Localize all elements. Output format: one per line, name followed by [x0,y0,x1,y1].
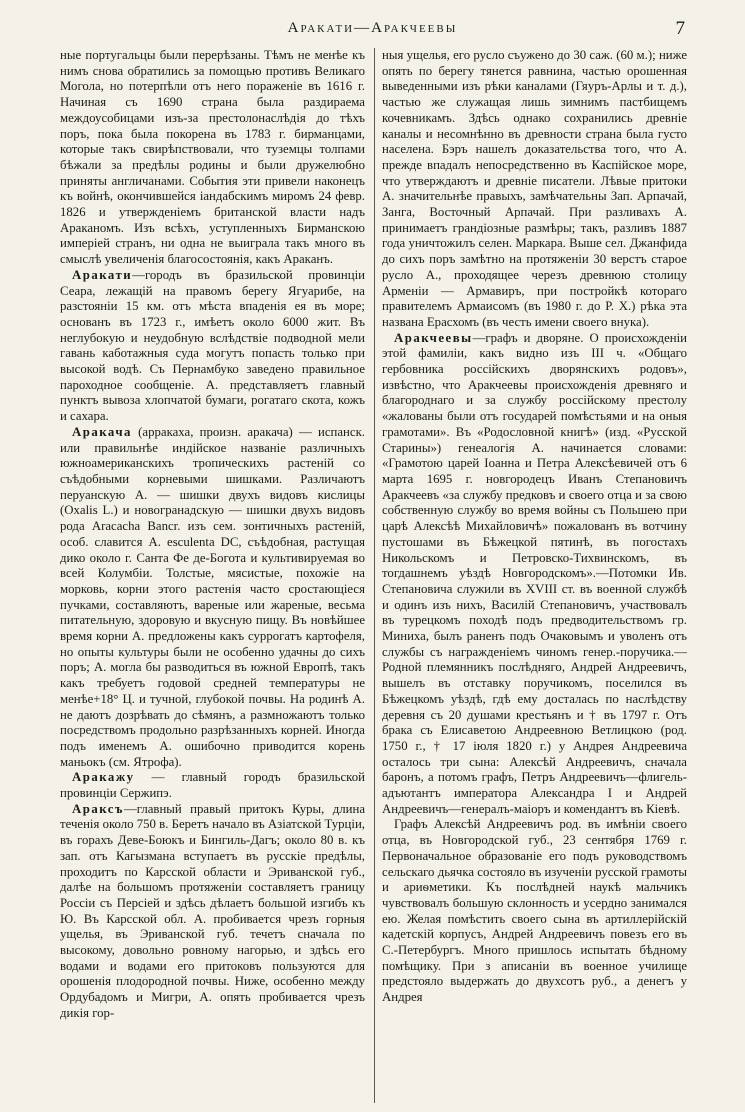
entry-arakazhu [60,770,365,801]
entry-text: —графъ и дворяне. О происхожденіи этой фамиліи, какъ видно изъ III ч. «Общаго гербовника россійскихъ дворянскихъ родовъ», извѣстно, что Аракчеевы происхожденія древняго и благороднаго и за службу россійскому престолу «жалованы были отъ государей помѣстьями и на оныя грамотами». Въ «Родословной книгѣ» (изд. «Русской Старины») генеалогія А. начинается словами: «Грамотою царей Іоанна и Петра Алексѣевичей отъ 6 марта 1695 г. новгородецъ Иванъ Степановичъ Аракчеевъ «за службу предковъ и своего отца и за свою собственную службу во время войны съ Польшею при царѣ Алексѣѣ Михайловичѣ» пожалованъ въ вотчину пустошами въ Бѣжецкой пятинѣ, въ погостахъ Никольскомъ и Петровско-Тихвинскомъ, въ тогдашнемъ уѣздѣ Новгородскомъ».—Потомки Ив. Степановича служили въ XVIII ст. въ военной службѣ и одинъ изъ нихъ, Василій Степановичъ, участвовалъ въ турецкомъ походѣ подъ предводительствомъ гр. Миниха, былъ раненъ подъ Очаковымъ и уволенъ отъ службы съ награжденіемъ чиномъ генер.-поручика.—Родной племянникъ послѣдняго, Андрей Андреевичъ, вышелъ въ отставку поручикомъ, поселился въ Бѣжецкомъ уѣздѣ, гдѣ ему досталась по наслѣдству деревня съ 20 душами крестьянъ и † въ 1797 г. Отъ брака съ Елисаветою Андреевною Ветлицкою (род. 1750 г., † 17 іюля 1820 г.) у Андрея Андреевича осталось три сына: Алексѣй Андреевичъ, сначала баронъ, а потомъ графъ, Петръ Андреевичъ—флигель-адъютантъ императора Александра I и Андрей Андреевичъ—генералъ-маіоръ и комендантъ въ Кіевѣ. [382,330,687,816]
entry-text: — главный городъ бразильской провинціи Сержипэ. [60,770,365,801]
entry-text: —главный правый притокъ Куры, длина теченія около 750 в. Беретъ начало въ Азіатской Турціи, въ горахъ Деве-Боюкъ и Бингиль-Дагъ; около 80 в. къ зап. отъ Кагызмана вступаетъ въ русскіе предѣлы, проходитъ по Карсской области и Эриванской губ., далѣе на большомъ протяженіи составляетъ границу Россіи съ Персіей и здѣсь дѣлаетъ большой изгибъ къ Ю. Въ Карсской обл. А. пробивается чрезъ горныя ущелья, въ Эриванской губ. течетъ сначала по высокому, довольно ровному нагорью, и здѣсь его водами и водами его притоковъ пользуются для орошенія плодородной почвы. Ниже, особенно между Ордубадомъ и Мигри, А. опять пробивается чрезъ дикія гор- [60,801,365,1020]
text-columns [60,48,687,1103]
entry-term: Араксъ [72,801,124,816]
running-head: Аракати—Аракчеевы [287,20,458,36]
entry-term: Аракача [72,424,132,439]
right-column [382,48,687,1103]
entry-arakcheevy [382,331,687,818]
left-column [60,48,365,1103]
entry-arakati [60,268,365,425]
entry-arakacha [60,425,365,770]
page-number: 7 [675,18,685,39]
count-arakcheev-paragraph: Графъ Алексѣй Андреевичъ род. въ имѣніи своего отца, въ Новгородской губ., 23 сентября 1769 г. Первоначальное образованіе его подъ руководствомъ сельскаго дьячка состояло въ изученіи русской грамоты и ариѳметики. Къ послѣдней наукѣ мальчикъ чувствовалъ большую склонность и усердно занимался ею. Желая помѣстить своего сына въ артиллерійскій кадетскій корпусъ, Андрей Андреевичъ повезъ его въ С.-Петербургъ. Много пришлось испытать бѣдному помѣщику. При з аписаніи въ военное училище предстояло выдержать до двухсотъ руб., а денегъ у Андрея [382,817,687,1005]
entry-term: Аракати [72,267,133,282]
column-divider [374,48,375,1103]
entry-term: Аракажу [72,770,135,785]
page-header [60,20,685,44]
entry-term: Аракчеевы [394,330,473,345]
entry-text: (арракаха, произн. аракача) — испанск. или правильнѣе индійское названіе различныхъ южноамериканскихъ тропическихъ растеній со съѣдобными корневыми шишками. Различаютъ перуанскую А. — шишки двухъ видовъ кислицы (Oxalis L.) и новогранадскую — шишки двухъ видовъ рода Aracacha Bancr. изъ сем. зонтичныхъ растеній, особ. славится A. esculenta DC, съѣдобная, растущая дико около г. Санта Фе де-Богота и культивируемая во всей Колумбіи. Толстые, мясистые, похожіе на морковь, корни этого растенія часто сростающіеся пучками, составляютъ, вареные или жареные, весьма питательную, здоровую и вкусную пищу. Въ новѣйшее время корни А. предложены какъ суррогатъ картофеля, но опыты культуры были не особенно удачны до сихъ поръ; А. могла бы разводиться въ южной Европѣ, такъ какъ требуетъ годовой средней температуры не менѣе+18° Ц. и тучной, глубокой почвы. На родинѣ А. не даютъ дозрѣвать до сѣмянъ, а размножаютъ только посредствомъ продольно разрѣзанныхъ корней. Иногда подъ именемъ А. ошибочно приводится корень маньокъ (см. Ятрофа). [60,424,365,769]
entry-text: —городъ въ бразильской провинціи Сеара, лежащій на правомъ берегу Ягуарибе, на разстояніи 15 км. отъ мѣста впаденія ея въ море; основанъ въ 1723 г., имѣетъ около 6000 жит. Въ неглубокую и неудобную вслѣдствіе подводной мели гавань каботажныя суда могутъ попасть только при высокой водѣ. Съ Пернамбуко заведено правильное пароходное сообщеніе. А. представляетъ главный пунктъ вывоза хлопчатой бумаги, рогатаго скота, кожъ и сахара. [60,267,365,424]
entry-araks [60,802,365,1022]
continued-paragraph: ные португальцы были перерѣзаны. Тѣмъ не менѣе къ нимъ снова обратились за помощью противъ Великаго Могола, но потерпѣли отъ него пораженіе въ 1616 г. Начиная съ 1690 страна была раздираема междоусобицами изъ-за престолонаслѣдія до тѣхъ поръ, пока была покорена въ 1783 г. бирманцами, которые такъ свирѣпствовали, что туземцы толпами бѣжали за предѣлы родины и были дружелюбно приняты англичанами. События эти привели наконецъ къ войнѣ, окончившейся іандабскимъ миромъ 24 февр. 1826 и утвержденіемъ британской власти надъ Араканомъ. Изъ всѣхъ, уступленныхъ Бирманскою имперіей странъ, ни одна не выиграла такъ много въ смыслѣ увеличенія благосостоянія, какъ Араканъ. [60,48,365,267]
continued-paragraph: ныя ущелья, его русло съужено до 30 саж. (60 м.); ниже опять по берегу тянется равнина, частью орошенная выведенными изъ рѣки каналами (Гяуръ-Арлы и т. д.), частью же служащая лишь зимнимъ пастбищемъ кочевникамъ. Здѣсь однако сохранились древніе каналы и несомнѣнно въ древности страна была густо населена. Бэръ нашелъ доказательства того, что А. прежде впадалъ непосредственно въ Каспійское море, что утверждаютъ и древніе писатели. Лѣвые притоки А. значительнѣе правыхъ, замѣчательны Зап. Арпачай, Занга, Восточный Арпачай. При разливахъ А. принимаетъ грандіозные размѣры; такъ, разливъ 1887 года уничтожилъ селен. Маркара. Выше сел. Джанфида до сихъ поръ замѣтно на протяженіи 30 верстъ старое русло А., проходящее черезъ древнюю столицу Арменіи — Армавиръ, при постройкѣ котораго правителемъ Армаисомъ (въ 1980 г. до Р. Х.) рѣка эта названа Ерасхомъ (въ честь имени своего внука). [382,48,687,329]
